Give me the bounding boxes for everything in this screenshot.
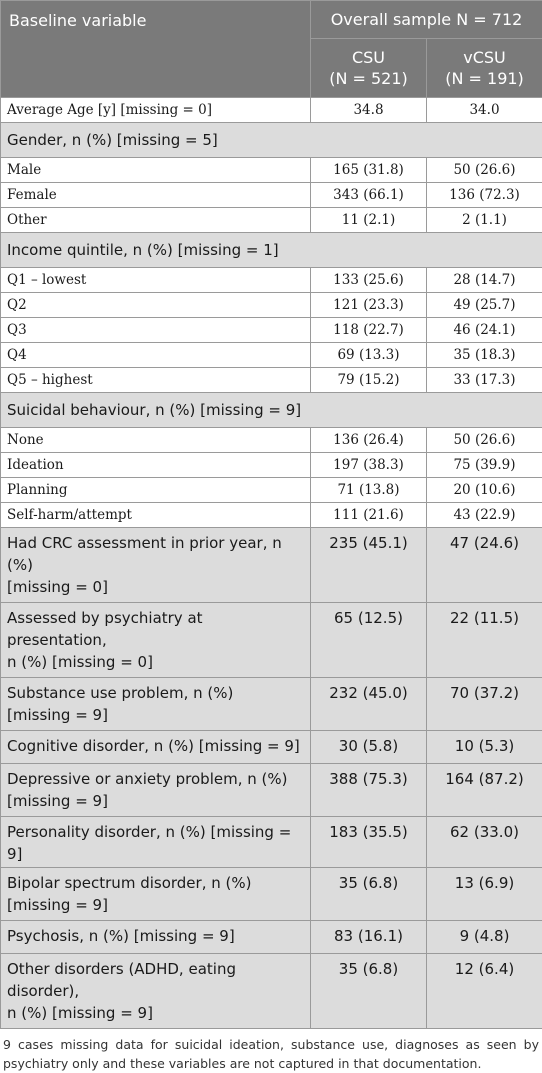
section-title-gender: Gender, n (%) [missing = 5] — [1, 123, 542, 158]
row-label: Q5 – highest — [1, 368, 311, 393]
section-header — [1, 233, 542, 268]
csu-value: 232 (45.0) — [311, 678, 427, 731]
csu-value: 183 (35.5) — [311, 817, 427, 868]
table-row — [1, 293, 542, 318]
table-row — [1, 428, 542, 453]
row-label: Psychosis, n (%) [missing = 9] — [1, 921, 311, 954]
vcsu-value: 70 (37.2) — [427, 678, 542, 731]
section-title-income: Income quintile, n (%) [missing = 1] — [1, 233, 542, 268]
csu-value: 35 (6.8) — [311, 954, 427, 1029]
row-label: Cognitive disorder, n (%) [missing = 9] — [1, 731, 311, 764]
table-row — [1, 98, 542, 123]
vcsu-value: 46 (24.1) — [427, 318, 542, 343]
table-row — [1, 158, 542, 183]
table-row — [1, 817, 542, 868]
table-row — [1, 268, 542, 293]
csu-value: 136 (26.4) — [311, 428, 427, 453]
row-label: Q4 — [1, 343, 311, 368]
csu-value: 11 (2.1) — [311, 208, 427, 233]
csu-value: 388 (75.3) — [311, 764, 427, 817]
vcsu-value: 50 (26.6) — [427, 158, 542, 183]
csu-value: 71 (13.8) — [311, 478, 427, 503]
table-footnote: 9 cases missing data for suicidal ideation, substance use, diagnoses as seen by psychiatry only and these variables are not captured in that documentation. — [0, 1029, 542, 1073]
csu-value: 83 (16.1) — [311, 921, 427, 954]
vcsu-value: 164 (87.2) — [427, 764, 542, 817]
row-label: Personality disorder, n (%) [missing = 9] — [1, 817, 311, 868]
vcsu-value: 75 (39.9) — [427, 453, 542, 478]
table-row — [1, 208, 542, 233]
vcsu-value: 33 (17.3) — [427, 368, 542, 393]
csu-value: 30 (5.8) — [311, 731, 427, 764]
vcsu-value: 22 (11.5) — [427, 603, 542, 678]
section-title-suicidal: Suicidal behaviour, n (%) [missing = 9] — [1, 393, 542, 428]
table-row — [1, 503, 542, 528]
vcsu-value: 2 (1.1) — [427, 208, 542, 233]
csu-value: 197 (38.3) — [311, 453, 427, 478]
csu-value: 343 (66.1) — [311, 183, 427, 208]
vcsu-value: 12 (6.4) — [427, 954, 542, 1029]
row-label: Planning — [1, 478, 311, 503]
row-label: Q2 — [1, 293, 311, 318]
row-label: Q3 — [1, 318, 311, 343]
csu-value: 35 (6.8) — [311, 868, 427, 921]
vcsu-value: 34.0 — [427, 98, 542, 123]
row-label: Substance use problem, n (%) [missing = 9] — [1, 678, 311, 731]
row-label: None — [1, 428, 311, 453]
csu-value: 65 (12.5) — [311, 603, 427, 678]
vcsu-value: 13 (6.9) — [427, 868, 542, 921]
row-label: Bipolar spectrum disorder, n (%) [missing = 9] — [1, 868, 311, 921]
vcsu-value: 35 (18.3) — [427, 343, 542, 368]
table-row — [1, 478, 542, 503]
header-overall-sample: Overall sample N = 712 — [311, 1, 542, 39]
vcsu-value: 49 (25.7) — [427, 293, 542, 318]
table-row — [1, 678, 542, 731]
table-row — [1, 453, 542, 478]
row-label: Other disorders (ADHD, eating disorder), n (%) [missing = 9] — [1, 954, 311, 1029]
table-row — [1, 954, 542, 1029]
csu-value: 165 (31.8) — [311, 158, 427, 183]
table-row — [1, 183, 542, 208]
csu-value: 121 (23.3) — [311, 293, 427, 318]
row-label: Female — [1, 183, 311, 208]
csu-value: 79 (15.2) — [311, 368, 427, 393]
row-label: Depressive or anxiety problem, n (%) [missing = 9] — [1, 764, 311, 817]
csu-value: 69 (13.3) — [311, 343, 427, 368]
row-label: Had CRC assessment in prior year, n (%) [missing = 0] — [1, 528, 311, 603]
table-row — [1, 343, 542, 368]
table-row — [1, 764, 542, 817]
table-row — [1, 868, 542, 921]
header-baseline-variable: Baseline variable — [1, 1, 311, 98]
header-csu: CSU (N = 521) — [311, 39, 427, 98]
table-row — [1, 368, 542, 393]
csu-value: 111 (21.6) — [311, 503, 427, 528]
row-label: Other — [1, 208, 311, 233]
row-label: Male — [1, 158, 311, 183]
table-row — [1, 603, 542, 678]
vcsu-value: 50 (26.6) — [427, 428, 542, 453]
vcsu-value: 136 (72.3) — [427, 183, 542, 208]
vcsu-value: 20 (10.6) — [427, 478, 542, 503]
row-label: Average Age [y] [missing = 0] — [1, 98, 311, 123]
section-header — [1, 123, 542, 158]
csu-value: 118 (22.7) — [311, 318, 427, 343]
csu-value: 34.8 — [311, 98, 427, 123]
vcsu-value: 43 (22.9) — [427, 503, 542, 528]
vcsu-value: 47 (24.6) — [427, 528, 542, 603]
row-label: Self-harm/attempt — [1, 503, 311, 528]
row-label: Ideation — [1, 453, 311, 478]
section-header — [1, 393, 542, 428]
row-label: Assessed by psychiatry at presentation, n (%) [missing = 0] — [1, 603, 311, 678]
table-row — [1, 921, 542, 954]
table-row — [1, 528, 542, 603]
vcsu-value: 9 (4.8) — [427, 921, 542, 954]
vcsu-value: 10 (5.3) — [427, 731, 542, 764]
csu-value: 133 (25.6) — [311, 268, 427, 293]
header-vcsu: vCSU (N = 191) — [427, 39, 542, 98]
csu-value: 235 (45.1) — [311, 528, 427, 603]
row-label: Q1 – lowest — [1, 268, 311, 293]
vcsu-value: 62 (33.0) — [427, 817, 542, 868]
vcsu-value: 28 (14.7) — [427, 268, 542, 293]
table-row — [1, 731, 542, 764]
table-row — [1, 318, 542, 343]
